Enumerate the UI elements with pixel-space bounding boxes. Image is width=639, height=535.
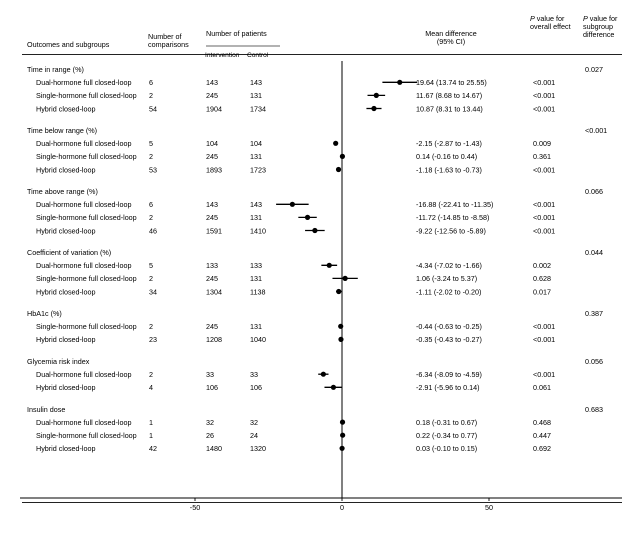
overall-p-value: <0.001 [533,335,556,345]
point-estimate [333,141,338,146]
mean-difference-text: 19.64 (13.74 to 25.55) [416,78,487,88]
comparisons-count: 2 [149,274,153,284]
comparisons-count: 46 [149,226,157,236]
intervention-count: 245 [206,322,218,332]
comparisons-count: 1 [149,431,153,440]
control-count: 131 [250,213,262,223]
subgroup-p-value: 0.387 [585,309,603,318]
intervention-count: 245 [206,152,218,162]
subgroup-p-value: 0.683 [585,404,603,414]
overall-p-value: <0.001 [533,78,556,88]
point-estimate [343,276,348,281]
overall-p-value: 0.361 [533,152,551,162]
point-estimate [305,215,310,220]
point-estimate [331,385,336,390]
control-count: 1734 [250,104,266,114]
intervention-count: 245 [206,213,218,223]
intervention-count: 143 [206,78,218,88]
mean-difference-text: -2.15 (-2.87 to -1.43) [416,139,482,149]
x-tick-label: -50 [189,503,201,512]
point-estimate [339,446,344,451]
overall-p-value: 0.468 [533,417,551,427]
mean-difference-text: 1.06 (-3.24 to 5.37) [416,274,478,284]
intervention-count: 1208 [206,335,222,345]
point-estimate [340,420,345,425]
overall-p-value: <0.001 [533,226,556,236]
overall-p-value: 0.017 [533,287,551,297]
control-count: 131 [250,152,262,162]
row-label: Hybrid closed-loop [36,165,96,175]
group-title: Glycemia risk index [27,356,90,366]
point-estimate [338,337,343,342]
header-mean-difference: Mean difference (95% CI) [425,29,477,47]
control-count: 1320 [250,444,266,454]
group-title: Insulin dose [27,404,66,414]
overall-p-value: 0.692 [533,444,551,454]
comparisons-count: 4 [149,383,153,393]
intervention-count: 1480 [206,444,222,454]
row-label: Dual-hormone full closed-loop [36,370,132,379]
intervention-count: 1893 [206,165,222,175]
comparisons-count: 2 [149,152,153,162]
mean-difference-text: -9.22 (-12.56 to -5.89) [416,226,486,236]
row-label: Dual-hormone full closed-loop [36,417,132,427]
point-estimate [312,228,317,233]
point-estimate [327,263,332,268]
mean-difference-text: -11.72 (-14.85 to -8.58) [416,213,490,223]
control-count: 1138 [250,287,266,297]
comparisons-count: 6 [149,200,153,210]
row-label: Single-hormone full closed-loop [36,213,137,223]
row-label: Dual-hormone full closed-loop [36,139,132,149]
mean-difference-text: -4.34 (-7.02 to -1.66) [416,261,482,271]
comparisons-count: 2 [149,322,153,332]
overall-p-value: <0.001 [533,165,556,175]
control-count: 131 [250,274,262,284]
header-p-overall-p: P [530,14,535,23]
row-label: Single-hormone full closed-loop [36,431,137,440]
row-label: Hybrid closed-loop [36,383,96,393]
point-estimate [374,93,379,98]
mean-difference-text: -0.44 (-0.63 to -0.25) [416,322,482,332]
comparisons-count: 54 [149,104,157,114]
group-title: Time above range (%) [27,187,98,196]
point-estimate [397,80,402,85]
intervention-count: 106 [206,383,218,393]
comparisons-count: 34 [149,287,157,297]
subgroup-p-value: 0.066 [585,187,603,196]
mean-difference-text: 11.67 (8.68 to 14.67) [416,91,483,101]
comparisons-count: 42 [149,444,157,454]
intervention-count: 143 [206,200,218,210]
overall-p-value: <0.001 [533,200,556,210]
header-p-subgroup-rest: value for subgroup difference [583,14,618,40]
mean-difference-text: 0.18 (-0.31 to 0.67) [416,417,478,427]
forest-rows [20,61,622,512]
mean-difference-text: 0.03 (-0.10 to 0.15) [416,444,478,454]
overall-p-value: <0.001 [533,104,556,114]
overall-p-value: 0.628 [533,274,551,284]
intervention-count: 1904 [206,104,222,114]
row-label: Dual-hormone full closed-loop [36,200,132,210]
overall-p-value: 0.447 [533,431,551,440]
control-count: 133 [250,261,262,271]
comparisons-count: 5 [149,261,153,271]
control-count: 143 [250,200,262,210]
control-count: 32 [250,417,258,427]
overall-p-value: 0.002 [533,261,551,271]
row-label: Single-hormone full closed-loop [36,274,137,284]
row-label: Hybrid closed-loop [36,104,96,114]
point-estimate [321,372,326,377]
comparisons-count: 6 [149,78,153,88]
intervention-count: 104 [206,139,218,149]
header-patients: Number of patients [206,29,267,38]
row-label: Single-hormone full closed-loop [36,322,137,332]
header-comparisons: Number of comparisons [148,32,189,50]
row-label: Single-hormone full closed-loop [36,152,137,162]
comparisons-count: 2 [149,213,153,223]
point-estimate [340,433,345,438]
comparisons-count: 53 [149,165,157,175]
group-title: HbA1c (%) [27,309,62,318]
row-label: Single-hormone full closed-loop [36,91,137,101]
point-estimate [338,324,343,329]
point-estimate [336,289,341,294]
control-count: 104 [250,139,262,149]
control-count: 1410 [250,226,266,236]
control-count: 1040 [250,335,266,345]
mean-difference-text: 0.14 (-0.16 to 0.44) [416,152,478,162]
control-count: 24 [250,431,258,440]
mean-difference-text: -1.11 (-2.02 to -0.20) [416,287,482,297]
x-tick-label: 50 [485,503,493,512]
intervention-count: 245 [206,91,218,101]
subgroup-p-value: 0.027 [585,65,603,74]
control-count: 131 [250,322,262,332]
row-label: Hybrid closed-loop [36,226,96,236]
control-count: 33 [250,370,258,379]
overall-p-value: <0.001 [533,91,556,101]
intervention-count: 32 [206,417,214,427]
intervention-count: 1304 [206,287,222,297]
mean-difference-text: -6.34 (-8.09 to -4.59) [416,370,482,379]
mean-difference-text: -0.35 (-0.43 to -0.27) [416,335,482,345]
group-title: Coefficient of variation (%) [27,248,112,257]
mean-difference-text: 0.22 (-0.34 to 0.77) [416,431,478,440]
control-count: 143 [250,78,262,88]
control-count: 1723 [250,165,266,175]
intervention-count: 133 [206,261,218,271]
header-p-overall-rest: value for overall effect [530,14,571,32]
row-label: Hybrid closed-loop [36,444,96,454]
point-estimate [340,154,345,159]
row-label: Dual-hormone full closed-loop [36,78,132,88]
point-estimate [290,202,295,207]
intervention-count: 245 [206,274,218,284]
intervention-count: 26 [206,431,214,440]
control-count: 131 [250,91,262,101]
comparisons-count: 2 [149,370,153,379]
comparisons-count: 5 [149,139,153,149]
overall-p-value: <0.001 [533,370,556,379]
mean-difference-text: 10.87 (8.31 to 13.44) [416,104,483,114]
comparisons-count: 1 [149,417,153,427]
overall-p-value: 0.009 [533,139,551,149]
subgroup-p-value: 0.044 [585,248,603,257]
comparisons-count: 2 [149,91,153,101]
intervention-count: 1591 [206,226,222,236]
row-label: Hybrid closed-loop [36,287,96,297]
comparisons-count: 23 [149,335,157,345]
header-p-subgroup-p: P [583,14,588,23]
intervention-count: 33 [206,370,214,379]
mean-difference-text: -16.88 (-22.41 to -11.35) [416,200,494,210]
group-title: Time in range (%) [27,65,84,74]
subgroup-p-value: 0.056 [585,356,603,366]
point-estimate [336,167,341,172]
row-label: Hybrid closed-loop [36,335,96,345]
group-title: Time below range (%) [27,126,98,135]
overall-p-value: <0.001 [533,213,556,223]
control-count: 106 [250,383,262,393]
mean-difference-text: -2.91 (-5.96 to 0.14) [416,383,480,393]
row-label: Dual-hormone full closed-loop [36,261,132,271]
overall-p-value: 0.061 [533,383,551,393]
x-tick-label: 0 [340,503,344,512]
mean-difference-text: -1.18 (-1.63 to -0.73) [416,165,482,175]
header-control: Control [247,52,269,59]
header-outcomes: Outcomes and subgroups [27,40,110,49]
point-estimate [371,106,376,111]
overall-p-value: <0.001 [533,322,556,332]
subgroup-p-value: <0.001 [585,126,608,135]
header-intervention: Intervention [205,52,240,59]
